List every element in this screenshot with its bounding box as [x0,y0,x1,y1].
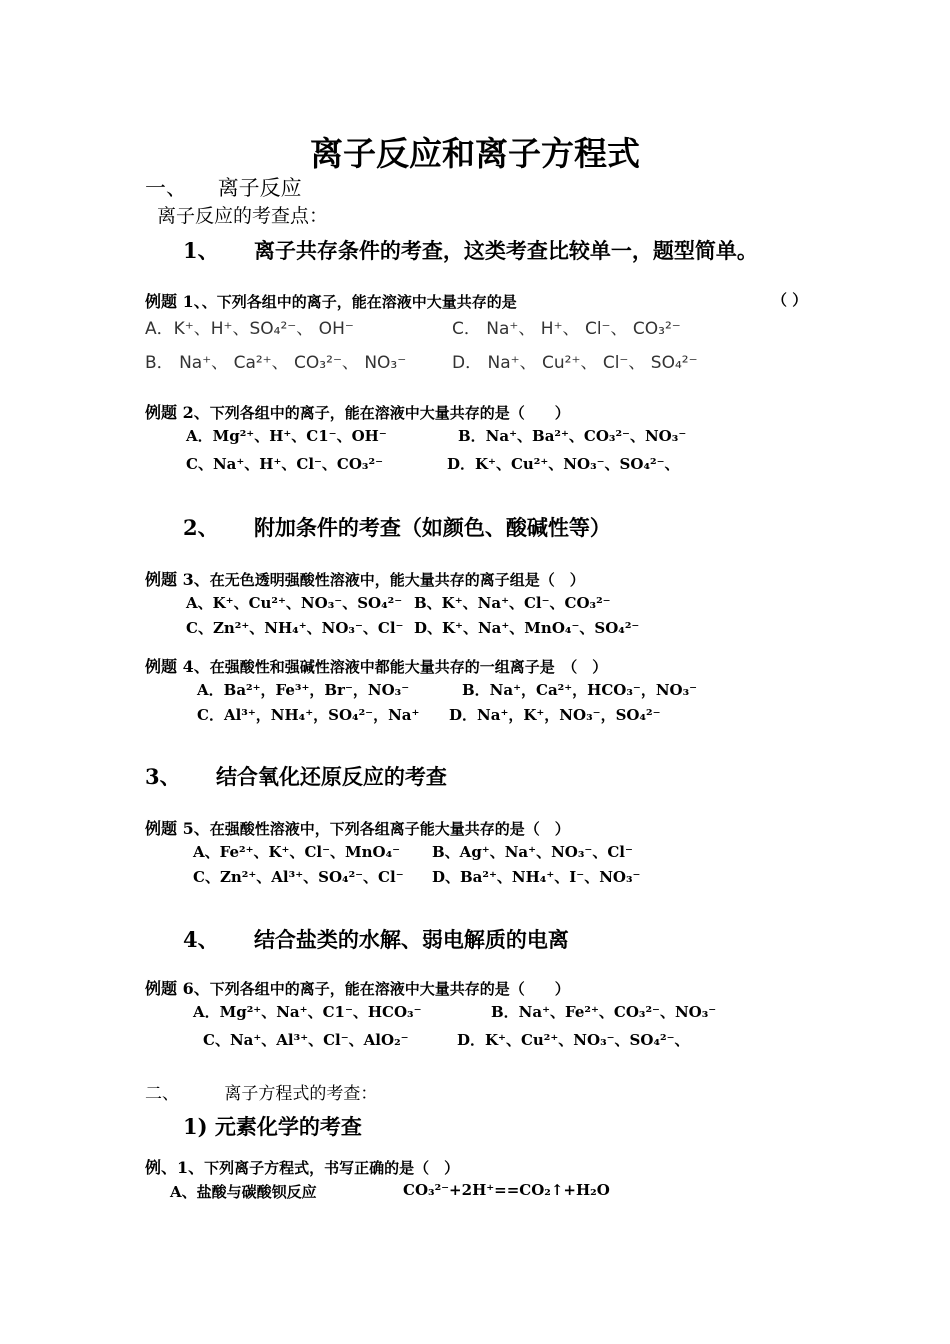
section-title: 离子反应 [217,176,302,200]
option-a: A．Mg²⁺、Na⁺、C1⁻、HCO₃⁻ [193,1003,422,1021]
section-title: 离子方程式的考查： [224,1084,378,1104]
point-title: 离子共存条件的考查，这类考查比较单一，题型简单。 [253,238,758,263]
option-a: A．Ba²⁺，Fe³⁺，Br⁻，NO₃⁻ [197,681,410,699]
option-d: D、K⁺、Na⁺、MnO₄⁻、SO₄²⁻ [414,619,640,637]
option-b: B、Ag⁺、Na⁺、NO₃⁻、Cl⁻ [432,843,633,861]
option-c: C． Na⁺、 H⁺、 Cl⁻、 CO₃²⁻ [452,319,681,339]
option-b: B． Na⁺、 Ca²⁺、 CO₃²⁻、 NO₃⁻ [145,353,407,373]
point-number: 4、 [183,927,219,952]
example-7-stem [145,1155,459,1178]
option-c: C．Al³⁺，NH₄⁺，SO₄²⁻，Na⁺ [197,706,420,724]
point-title: 结合盐类的水解、弱电解质的电离 [253,927,569,952]
point-number: 3、 [145,764,181,789]
option-c: C、Na⁺、Al³⁺、Cl⁻、AlO₂⁻ [203,1031,409,1049]
section-heading-2 [145,1079,377,1104]
section-number: 一、 [145,176,187,200]
option-b: B．Na⁺，Ca²⁺，HCO₃⁻，NO₃⁻ [462,681,698,699]
option-b: B．Na⁺、Fe²⁺、CO₃²⁻、NO₃⁻ [491,1003,717,1021]
option-d: D、Ba²⁺、NH₄⁺、I⁻、NO₃⁻ [432,868,641,886]
point-heading-3 [145,761,447,791]
example-label: 例题 4、 [145,657,210,676]
option-a-text: A、盐酸与碳酸钡反应 [170,1183,317,1201]
example-question: 下列各组中的离子，能在溶液中大量共存的是（ ） [209,404,570,422]
example-question: 在无色透明强酸性溶液中，能大量共存的离子组是（ ） [209,571,585,589]
subheading: 离子反应的考查点： [157,205,329,227]
example-label: 例题 1、 [145,292,202,311]
example-label: 例题 6、 [145,979,210,998]
option-b: B、K⁺、Na⁺、Cl⁻、CO₃²⁻ [414,594,611,612]
point-heading-4 [183,924,569,954]
option-a-equation: CO₃²⁻+2H⁺==CO₂↑+H₂O [403,1181,610,1199]
point-heading-2 [183,512,611,542]
example-label: 例、1、 [145,1158,205,1177]
point-title: 附加条件的考查（如颜色、酸碱性等） [253,515,611,540]
page-title: 离子反应和离子方程式 [310,134,640,173]
example-question: 、下列各组中的离子，能在溶液中大量共存的是 [201,293,517,311]
option-d: D．Na⁺，K⁺，NO₃⁻，SO₄²⁻ [449,706,661,724]
option-d: D．K⁺、Cu²⁺、NO₃⁻、SO₄²⁻、 [447,455,680,473]
example-label: 例题 3、 [145,570,210,589]
option-c: C、Na⁺、H⁺、Cl⁻、CO₃²⁻ [186,455,383,473]
example-question: 在强酸性溶液中，下列各组离子能大量共存的是（ ） [209,820,570,838]
example-4-stem [145,654,607,677]
option-d: D．K⁺、Cu²⁺、NO₃⁻、SO₄²⁻、 [457,1031,690,1049]
option-a: A．K⁺、H⁺、SO₄²⁻、 OH⁻ [145,319,354,339]
example-3-stem [145,567,585,590]
answer-bracket: （ ） [772,291,808,309]
point-heading-1 [183,235,758,265]
subsection-heading: 1) 元素化学的考查 [183,1114,362,1139]
option-c: C、Zn²⁺、NH₄⁺、NO₃⁻、Cl⁻ [186,619,404,637]
example-label: 例题 5、 [145,819,210,838]
example-question: 下列离子方程式，书写正确的是（ ） [204,1159,460,1177]
section-number: 二、 [145,1084,179,1104]
section-heading-1 [145,172,302,202]
example-5-stem [145,816,570,839]
point-title: 结合氧化还原反应的考查 [215,764,447,789]
point-number: 2、 [183,515,219,540]
example-6-stem [145,976,570,999]
option-a: A、K⁺、Cu²⁺、NO₃⁻、SO₄²⁻ [186,594,403,612]
option-d: D． Na⁺、 Cu²⁺、 Cl⁻、 SO₄²⁻ [452,353,698,373]
point-number: 1、 [183,238,219,263]
example-1-stem [145,289,517,312]
option-b: B．Na⁺、Ba²⁺、CO₃²⁻、NO₃⁻ [458,427,687,445]
example-2-stem [145,400,570,423]
example-question: 在强酸性和强碱性溶液中都能大量共存的一组离子是 （ ） [209,658,608,676]
example-question: 下列各组中的离子，能在溶液中大量共存的是（ ） [209,980,570,998]
option-a: A、Fe²⁺、K⁺、Cl⁻、MnO₄⁻ [193,843,401,861]
option-c: C、Zn²⁺、Al³⁺、SO₄²⁻、Cl⁻ [193,868,404,886]
option-a: A．Mg²⁺、H⁺、C1⁻、OH⁻ [186,427,387,445]
example-label: 例题 2、 [145,403,210,422]
